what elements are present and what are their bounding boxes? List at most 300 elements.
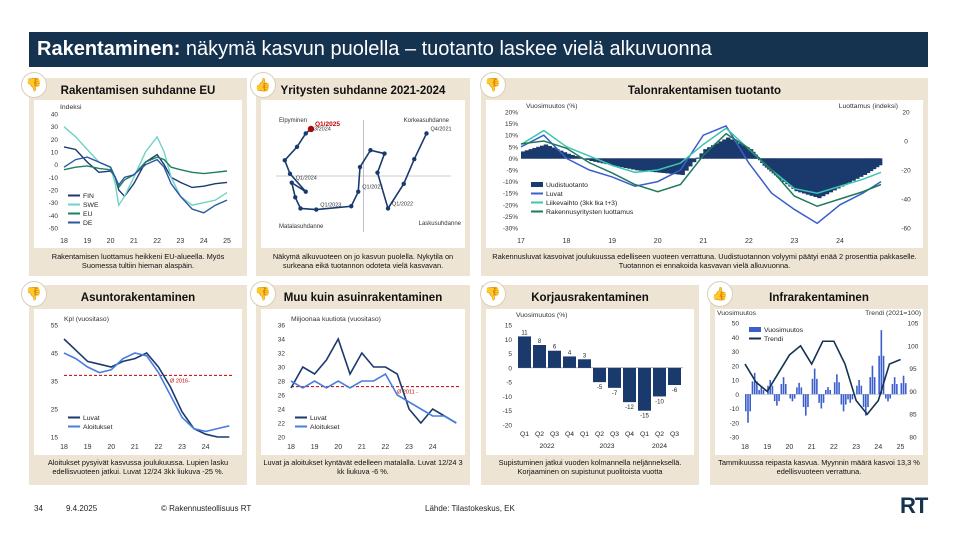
y2-axis-label: Trendi (2021=100) — [865, 310, 921, 317]
x-tick-label: Q2 — [654, 431, 665, 438]
legend-label: SWE — [83, 202, 99, 209]
series-line-eu — [64, 157, 227, 187]
y-tick-label: 20 — [50, 136, 58, 144]
bar — [544, 144, 548, 158]
point-label: Q1/2024 — [295, 175, 317, 182]
y-tick-label: 34 — [277, 336, 285, 344]
year-label: 2023 — [599, 443, 615, 450]
bar — [812, 379, 814, 394]
panel-title: Talonrakentamisen tuotanto — [627, 85, 782, 97]
legend-label: Trendi — [764, 336, 784, 343]
y-tick-label: -40 — [48, 212, 58, 220]
legend-label: Rakennusyritysten luottamus — [546, 209, 634, 216]
page-title: Rakentaminen: näkymä kasvun puolella – tuotanto laskee vielä alkuvuonna — [29, 32, 928, 67]
x-tick-label: 19 — [310, 444, 319, 451]
y-tick-label: 22 — [277, 420, 285, 428]
x-tick-label: Q2 — [534, 431, 545, 438]
bar — [827, 387, 829, 394]
bar — [620, 158, 624, 167]
legend-label: DE — [83, 220, 93, 227]
bar — [858, 380, 860, 394]
caption: Aloitukset pysyivät kasvussa joulukuussa. Lupien lasku edellisvuoteen jatkui. Luvat 12/24 3kk liukuva -25 %. — [47, 458, 229, 477]
bar — [841, 394, 843, 404]
x-tick-label: 18 — [60, 444, 68, 451]
bar — [807, 394, 809, 407]
bar — [781, 384, 783, 394]
x-tick-label: 22 — [381, 444, 390, 451]
x-tick-label: 20 — [653, 238, 662, 245]
caption: Tammikuussa reipasta kasvua. Myynnin määrä kasvoi 13,3 % edellisvuoteen verrattuna. — [718, 458, 920, 477]
panel-building-production — [481, 78, 928, 276]
bar — [730, 139, 734, 158]
bar — [533, 345, 546, 368]
bar — [851, 158, 855, 180]
y2-tick-label: 100 — [907, 343, 919, 351]
data-label: 8 — [537, 339, 542, 345]
y-tick-label: 25 — [50, 406, 58, 414]
y2-tick-label: -20 — [901, 167, 911, 175]
x-tick-label: 21 — [357, 444, 366, 451]
bar — [845, 394, 847, 404]
thumbs-down-icon: 👎 — [481, 73, 505, 97]
y-tick-label: 15 — [504, 322, 512, 330]
caption: Näkymä alkuvuoteen on jo kasvun puolella. Nykytila on surkeana eikä tuotannon odoteta vielä kasvavan. — [272, 252, 454, 271]
y-tick-label: -20% — [502, 202, 518, 210]
bar — [867, 394, 869, 407]
panel-title: Asuntorakentaminen — [80, 292, 196, 304]
bar — [859, 158, 863, 176]
legend-swatch — [749, 327, 761, 332]
y-axis-label: Miljoonaa kuutiota (vuositaso) — [291, 316, 381, 323]
x-tick-label: 23 — [176, 238, 185, 245]
bar — [806, 158, 810, 194]
point-label: Q3/2024 — [309, 126, 331, 133]
bar — [805, 394, 807, 415]
x-tick-label: Q3 — [549, 431, 560, 438]
trajectory-point — [288, 172, 292, 176]
bar — [881, 330, 883, 394]
bar — [796, 387, 798, 394]
thumbs-down-icon: 👎 — [22, 73, 46, 97]
bar — [829, 158, 833, 192]
y2-tick-label: 85 — [909, 411, 917, 419]
bar — [548, 146, 552, 159]
bar — [608, 368, 621, 388]
y-tick-label: 20 — [731, 363, 739, 371]
bar — [745, 394, 747, 411]
bar — [593, 368, 606, 382]
x-tick-label: 19 — [83, 444, 92, 451]
bar — [878, 158, 882, 165]
reference-label: Ø 2011 - — [397, 389, 419, 396]
bar — [578, 359, 591, 368]
bar — [832, 158, 836, 190]
bar — [905, 383, 907, 394]
year-label: 2022 — [539, 443, 555, 450]
panel-title: Korjausrakentaminen — [531, 292, 649, 304]
bar — [718, 141, 722, 158]
trajectory-point — [368, 148, 372, 152]
y-tick-label: 20% — [504, 109, 518, 117]
x-tick-label: 19 — [83, 238, 92, 245]
bar — [840, 158, 844, 186]
series-line-fin — [64, 147, 227, 196]
caption: Rakentamisen luottamus heikkeni EU-alueella. Myös Suomessa tultiin hieman alaspäin. — [51, 252, 225, 271]
y-tick-label: 15% — [504, 121, 518, 129]
y-tick-label: -20 — [48, 187, 58, 195]
x-tick-label: Q1 — [579, 431, 590, 438]
y-axis-label: Kpl (vuositaso) — [64, 316, 109, 323]
x-tick-label: 17 — [517, 238, 525, 245]
panel-renovation — [481, 285, 699, 485]
y-tick-label: 30 — [731, 349, 739, 356]
trajectory-point — [402, 182, 406, 186]
x-tick-label: 25 — [896, 444, 905, 451]
data-label: -7 — [611, 390, 618, 397]
panel-title: Yritysten suhdanne 2021-2024 — [280, 85, 446, 97]
x-tick-label: 20 — [334, 444, 343, 451]
bar — [848, 158, 852, 182]
bar — [810, 158, 814, 195]
bar — [638, 368, 651, 411]
data-label: 3 — [582, 353, 587, 360]
bar — [878, 356, 880, 394]
bar — [548, 351, 561, 368]
bar — [847, 394, 849, 399]
panel-title: Rakentamisen suhdanne EU — [60, 85, 216, 97]
data-label: 4 — [567, 350, 572, 357]
bar — [715, 143, 719, 158]
y-tick-label: -10 — [48, 174, 58, 182]
y-tick-label: -10% — [502, 179, 518, 187]
trajectory-point — [356, 189, 360, 193]
bar — [589, 158, 593, 161]
bar — [763, 390, 765, 394]
series-line-trend — [745, 341, 901, 414]
data-label: -6 — [671, 388, 678, 394]
x-tick-label: Q4 — [564, 431, 575, 438]
legend-label: Luvat — [83, 415, 100, 422]
bar — [814, 369, 816, 395]
bar — [551, 148, 555, 159]
trajectory-point — [412, 157, 416, 161]
bar — [521, 151, 525, 158]
y2-tick-label: 20 — [902, 109, 910, 117]
bar — [623, 368, 636, 402]
data-label: -5 — [596, 385, 603, 392]
y-tick-label: -20 — [729, 420, 739, 428]
bar — [612, 158, 616, 165]
bar — [772, 386, 774, 395]
bar — [778, 394, 780, 401]
y-tick-label: 40 — [731, 334, 739, 342]
date: 9.4.2025 — [66, 504, 98, 513]
quadrant-label: Elpyminen — [279, 118, 308, 124]
x-tick-label: 18 — [287, 444, 295, 451]
panel-title: Muu kuin asuinrakentaminen — [283, 292, 443, 304]
y-tick-label: 0 — [735, 391, 739, 399]
bar — [794, 158, 798, 191]
bar — [802, 158, 806, 193]
bar — [892, 384, 894, 394]
y-tick-label: 45 — [50, 350, 58, 358]
y2-tick-label: 0 — [904, 138, 908, 146]
data-label: 11 — [521, 330, 528, 337]
chart-area — [715, 309, 923, 455]
trajectory-point — [283, 158, 287, 162]
bar — [586, 158, 590, 159]
source: Lähde: Tilastokeskus, EK — [425, 504, 515, 513]
y-tick-label: -15% — [502, 190, 518, 198]
bar — [821, 394, 823, 408]
page-number: 34 — [34, 504, 43, 513]
bar — [563, 356, 576, 367]
bar — [856, 386, 858, 395]
bar — [518, 336, 531, 367]
x-tick-label: 23 — [405, 444, 413, 451]
bar — [639, 158, 643, 170]
bar — [836, 158, 840, 188]
bar — [574, 156, 578, 159]
y-tick-label: 30 — [50, 124, 58, 132]
x-tick-label: 21 — [130, 444, 139, 451]
bar — [794, 394, 796, 398]
point-label: Q4/2021 — [430, 126, 452, 133]
x-tick-label: 25 — [223, 238, 231, 245]
x-tick-label: 20 — [106, 238, 115, 245]
x-tick-label: 23 — [790, 238, 799, 245]
thumbs-down-icon: 👎 — [22, 282, 46, 306]
x-tick-label: 22 — [153, 238, 162, 245]
bar — [829, 390, 831, 394]
x-tick-label: Q2 — [594, 431, 605, 438]
year-label: 2024 — [651, 443, 668, 450]
bar — [896, 384, 898, 394]
bar — [540, 146, 544, 159]
x-tick-label: Q3 — [669, 431, 680, 438]
x-tick-label: 24 — [201, 444, 210, 451]
bar — [798, 158, 802, 192]
y-axis-label: Indeksi — [60, 104, 82, 111]
bar — [889, 394, 891, 398]
bar — [792, 394, 794, 401]
legend-label: Vuosimuutos — [764, 327, 804, 334]
bar — [662, 158, 666, 173]
x-tick-label: 24 — [874, 444, 883, 451]
caption: Luvat ja aloitukset kyntävät edelleen matalalla. Luvat 12/24 3 kk liukuva -6 %. — [263, 458, 463, 477]
y-tick-label: -30 — [48, 200, 58, 208]
y-tick-label: 10 — [731, 377, 739, 385]
thumbs-down-icon: 👎 — [251, 282, 275, 306]
panel-eu-construction — [29, 78, 247, 276]
x-tick-label: 21 — [699, 238, 708, 245]
y-tick-label: -25% — [502, 213, 518, 221]
bar — [754, 373, 756, 394]
x-tick-label: 22 — [744, 238, 753, 245]
bar — [624, 158, 628, 168]
y-tick-label: -20 — [502, 422, 512, 430]
quadrant-label: Korkeasuhdanne — [403, 118, 449, 124]
bar — [789, 394, 791, 398]
y-tick-label: 26 — [277, 392, 285, 400]
x-tick-label: 24 — [428, 444, 437, 451]
bar — [855, 158, 859, 178]
y-axis-label: Vuosimuutos (%) — [516, 312, 568, 319]
x-tick-label: 19 — [763, 444, 772, 451]
panel-title: Infrarakentaminen — [769, 292, 869, 304]
bar — [887, 394, 889, 401]
trajectory-point — [290, 181, 294, 185]
y-tick-label: -10 — [502, 393, 512, 401]
y2-tick-label: 105 — [907, 320, 919, 328]
data-label: -10 — [655, 399, 664, 406]
bar — [849, 394, 851, 403]
legend-label: Liikevaihto (3kk lka t+3) — [546, 200, 618, 207]
bar — [825, 158, 829, 194]
series-line-luvat — [64, 339, 229, 437]
y-tick-label: 10 — [504, 336, 512, 344]
y-axis-label: Vuosimuutos (%) — [526, 103, 578, 110]
y-tick-label: 35 — [50, 378, 58, 386]
legend-label: Aloitukset — [83, 424, 113, 431]
bar — [825, 390, 827, 394]
bar — [798, 383, 800, 394]
bar — [813, 158, 817, 197]
trajectory-point — [386, 206, 390, 210]
bar — [801, 387, 803, 394]
x-tick-label: Q1 — [639, 431, 650, 438]
y-tick-label: -5% — [506, 167, 518, 175]
panel-housing — [29, 285, 247, 485]
y-tick-label: 24 — [277, 406, 285, 414]
x-tick-label: 20 — [785, 444, 794, 451]
x-tick-label: 21 — [129, 238, 138, 245]
bar — [616, 158, 620, 166]
data-label: -15 — [640, 413, 649, 420]
y-tick-label: -30% — [502, 225, 518, 233]
trajectory-point — [295, 145, 299, 149]
x-tick-label: 20 — [107, 444, 116, 451]
chart-area — [486, 100, 923, 248]
bar — [696, 158, 700, 159]
legend-label: Uudistuotanto — [546, 182, 588, 189]
bar — [774, 394, 776, 401]
rt-logo: RT — [900, 493, 928, 518]
y-tick-label: 0 — [508, 365, 512, 373]
trajectory-point — [314, 207, 318, 211]
y-tick-label: 5 — [508, 351, 512, 359]
bar — [844, 158, 848, 184]
y-tick-label: -10 — [729, 406, 739, 413]
y-tick-label: 36 — [277, 322, 285, 330]
legend-label: Luvat — [310, 415, 327, 422]
x-tick-label: 19 — [608, 238, 617, 245]
y2-tick-label: -40 — [901, 196, 911, 204]
data-label: -12 — [625, 405, 634, 412]
bar — [776, 394, 778, 405]
data-label: 6 — [552, 344, 557, 351]
copyright: © Rakennusteollisuus RT — [161, 504, 252, 513]
x-tick-label: Q4 — [624, 431, 635, 438]
y2-axis-label: Luottamus (indeksi) — [838, 103, 898, 110]
bar — [869, 377, 871, 394]
bar — [861, 386, 863, 395]
thumbs-down-icon: 👎 — [481, 282, 505, 306]
bar — [874, 377, 876, 394]
point-label: Q1/2022 — [392, 201, 414, 208]
y-tick-label: 0% — [508, 155, 518, 163]
trajectory-point — [375, 170, 379, 174]
trajectory-point — [304, 131, 308, 135]
bar — [823, 394, 825, 403]
bar — [752, 381, 754, 394]
caption: Rakennusluvat kasvoivat joulukuussa edelliseen vuoteen verrattuna. Uudistuotannon volyymi päätyi enää 2 prosenttia pakkaselle. Tuotannon ei ennakoida kasvavan vielä alkuvuonna. — [492, 252, 917, 271]
bar — [843, 394, 845, 411]
bar — [863, 394, 865, 407]
bar — [635, 158, 639, 170]
legend-label: Aloitukset — [310, 424, 340, 431]
x-tick-label: Q3 — [609, 431, 620, 438]
legend-label: FIN — [83, 193, 94, 200]
y-axis-label: Vuosimuutos — [717, 310, 757, 317]
point-label: Q1/2025 — [315, 120, 340, 128]
bar — [816, 379, 818, 394]
trajectory-point — [358, 165, 362, 169]
bar — [838, 382, 840, 394]
x-tick-label: 22 — [154, 444, 163, 451]
y-tick-label: 28 — [277, 378, 285, 386]
point-label: Q1/2023 — [320, 202, 342, 209]
bar — [747, 394, 749, 423]
bar — [834, 382, 836, 394]
trajectory-point — [293, 195, 297, 199]
thumbs-up-icon: 👍 — [251, 73, 275, 97]
bar — [525, 150, 529, 158]
y-tick-label: 0 — [54, 162, 58, 170]
x-tick-label: 18 — [60, 238, 68, 245]
bar — [749, 394, 751, 411]
chart-area — [34, 309, 242, 455]
y-tick-label: -50 — [48, 225, 58, 233]
reference-label: Ø 2016- — [170, 378, 190, 385]
trajectory-line — [285, 129, 427, 210]
bar — [894, 377, 896, 394]
bar — [627, 158, 631, 168]
x-tick-label: 22 — [829, 444, 838, 451]
legend-swatch — [531, 182, 543, 187]
point-label: Q1/2021 — [362, 184, 384, 191]
x-tick-label: Q1 — [519, 431, 530, 438]
bar — [529, 149, 533, 159]
bar — [688, 158, 692, 166]
trajectory-point — [298, 206, 302, 210]
bar — [883, 356, 885, 394]
y-tick-label: 20 — [277, 434, 285, 442]
x-tick-label: 23 — [852, 444, 861, 451]
y-tick-label: 5% — [508, 144, 518, 152]
bar — [726, 138, 730, 159]
y-tick-label: 10% — [504, 132, 518, 140]
bar — [803, 394, 805, 407]
bar — [901, 383, 903, 394]
y2-tick-label: 90 — [909, 388, 917, 396]
chart-area — [486, 309, 694, 455]
quadrant-label: Laskusuhdanne — [418, 221, 461, 227]
y-tick-label: 32 — [277, 350, 285, 358]
bar — [903, 376, 905, 395]
y-tick-label: -5 — [506, 379, 512, 387]
bar — [872, 366, 874, 395]
